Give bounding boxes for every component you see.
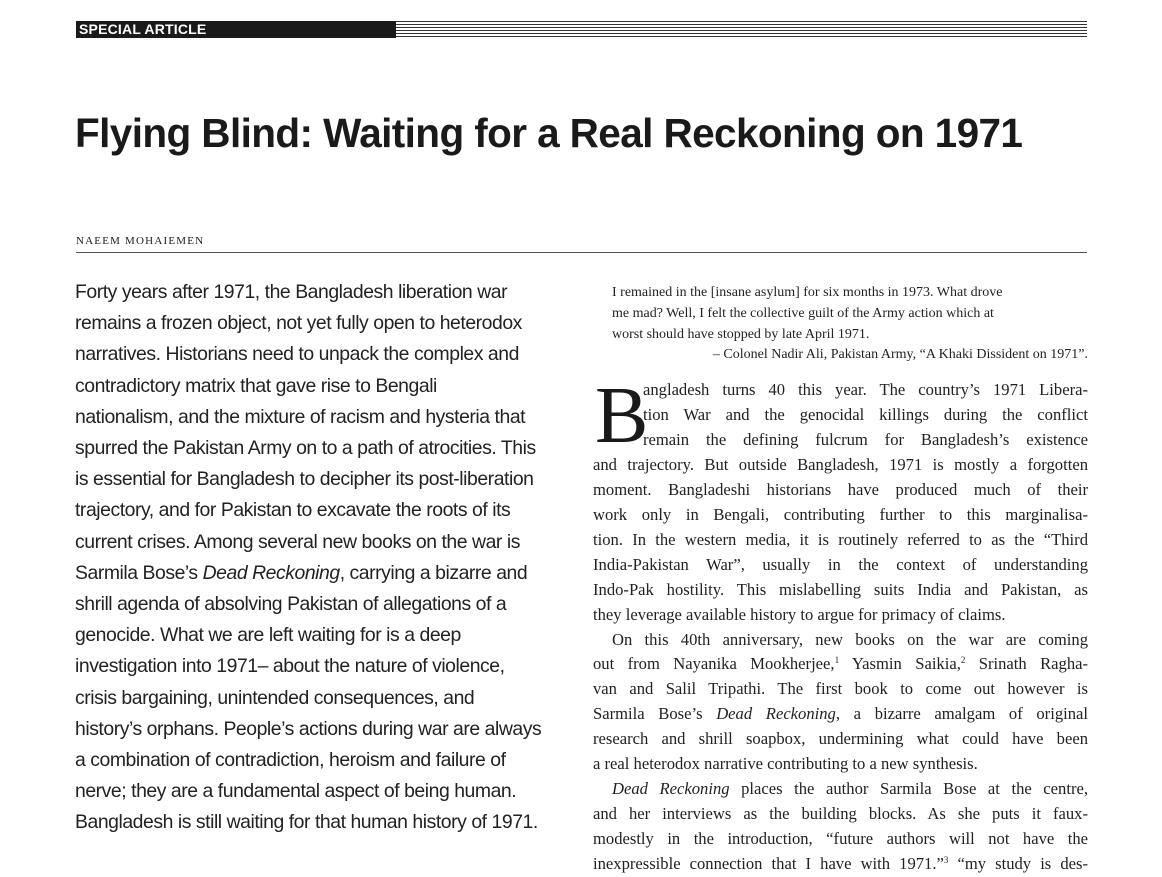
abstract-line: spurred the Pakistan Army on to a path of atrocities. This	[75, 437, 536, 460]
body-line: modestly in the introduction, “future authors will not have the	[593, 829, 1088, 849]
abstract-line: narratives. Historians need to unpack the complex and	[75, 343, 519, 366]
abstract-line: Bangladesh is still waiting for that human history of 1971.	[75, 811, 538, 834]
body-text-span: Sarmila Bose’s	[593, 704, 717, 724]
body-line: tion. In the western media, it is routinely referred to as the “Third	[593, 529, 1088, 549]
body-line: tion War and the genocidal killings during the conflict	[643, 404, 1088, 424]
body-text-span: Srinath Ragha-	[965, 654, 1089, 674]
body-line	[593, 702, 1088, 727]
section-header	[76, 21, 1087, 38]
body-line: work only in Bengali, contributing further to this marginalisa-	[593, 504, 1088, 524]
footnote-marker: 1	[834, 655, 840, 666]
abstract-line: history’s orphans. People’s actions during war are always	[75, 717, 542, 740]
epigraph-line: I remained in the [insane asylum] for six months in 1973. What drove	[612, 285, 1003, 300]
abstract-line: crisis bargaining, unintended consequences, and	[75, 686, 475, 709]
body-line: they leverage available history to argue for primacy of claims.	[593, 604, 1006, 624]
author-divider	[76, 252, 1087, 253]
book-title: Dead Reckoning	[202, 561, 340, 584]
epigraph-attribution: – Colonel Nadir Ali, Pakistan Army, “A Khaki Dissident on 1971”.	[712, 347, 1088, 363]
abstract-line: shrill agenda of absolving Pakistan of allegations of a	[75, 593, 507, 616]
footnote-marker: 3	[943, 855, 949, 866]
body-line: remain the defining fulcrum for Bangladesh’s existence	[643, 429, 1088, 449]
abstract-line	[75, 558, 575, 589]
abstract-line: current crises. Among several new books on the war is	[75, 530, 520, 553]
epigraph-line: worst should have stopped by late April 1971.	[612, 326, 870, 342]
body-line: India-Pakistan War”, usually in the context of understanding	[593, 554, 1088, 574]
abstract-text: , carrying a bizarre and	[339, 561, 528, 584]
body-line: van and Salil Tripathi. The first book to come out however is	[593, 679, 1088, 699]
body-line: research and shrill soapbox, undermining what could have been	[593, 729, 1088, 749]
author-byline: NAEEM MOHAIEMEN	[76, 235, 205, 247]
abstract-line: is essential for Bangladesh to decipher its post-liberation	[75, 468, 534, 491]
body-text-span: inexpressible connection that I have with 1971.”	[593, 854, 944, 874]
epigraph	[612, 283, 1088, 366]
abstract-line: genocide. What we are left waiting for is a deep	[75, 624, 461, 647]
book-title: Dead Reckoning	[612, 779, 730, 799]
abstract-line: nationalism, and the mixture of racism and hysteria that	[75, 405, 526, 428]
abstract-line: trajectory, and for Pakistan to excavate the roots of its	[75, 499, 511, 522]
body-text-span: , a bizarre amalgam of original	[835, 704, 1088, 724]
article-title: Flying Blind: Waiting for a Real Reckoning on 1971	[75, 110, 1023, 156]
body-line: moment. Bangladeshi historians have produced much of their	[593, 479, 1088, 499]
body-text-span: out from Nayanika Mookherjee,	[593, 654, 835, 674]
body-line: a real heterodox narrative contributing to a new synthesis.	[593, 754, 978, 774]
abstract-text: Sarmila Bose’s	[75, 561, 203, 584]
body-line: and her interviews as the building blocks. As she puts it faux-	[593, 804, 1088, 824]
body-text-span: places the author Sarmila Bose at the centre,	[729, 779, 1088, 799]
abstract-line: investigation into 1971– about the nature of violence,	[75, 655, 505, 678]
body-line	[593, 852, 1088, 877]
body-line	[593, 652, 1088, 677]
drop-cap: B	[595, 372, 649, 460]
body-text-span: “my study is des-	[948, 854, 1088, 874]
footnote-marker: 2	[960, 655, 966, 666]
abstract-line: contradictory matrix that gave rise to Bengali	[75, 374, 437, 397]
body-line: Indo-Pak hostility. This mislabelling suits India and Pakistan, as	[593, 579, 1088, 599]
body-line: and trajectory. But outside Bangladesh, 1971 is mostly a forgotten	[593, 454, 1088, 474]
section-label: SPECIAL ARTICLE	[76, 21, 396, 38]
body-line	[593, 777, 1088, 802]
section-rules-decoration	[396, 21, 1087, 38]
body-text-span: Yasmin Saikia,	[839, 654, 961, 674]
body-line: On this 40th anniversary, new books on the war are coming	[612, 629, 1088, 649]
body-text	[593, 372, 1089, 877]
epigraph-line: me mad? Well, I felt the collective guilt of the Army action which at	[612, 305, 994, 321]
abstract-line: nerve; they are a fundamental aspect of being human.	[75, 780, 517, 803]
body-line: angladesh turns 40 this year. The country’s 1971 Libera-	[643, 380, 1088, 399]
abstract-line: remains a frozen object, not yet fully open to heterodox	[75, 312, 522, 335]
abstract-line: a combination of contradiction, heroism and failure of	[75, 749, 506, 772]
book-title: Dead Reckoning	[716, 704, 836, 724]
abstract	[75, 277, 575, 839]
abstract-line: Forty years after 1971, the Bangladesh liberation war	[75, 281, 508, 303]
